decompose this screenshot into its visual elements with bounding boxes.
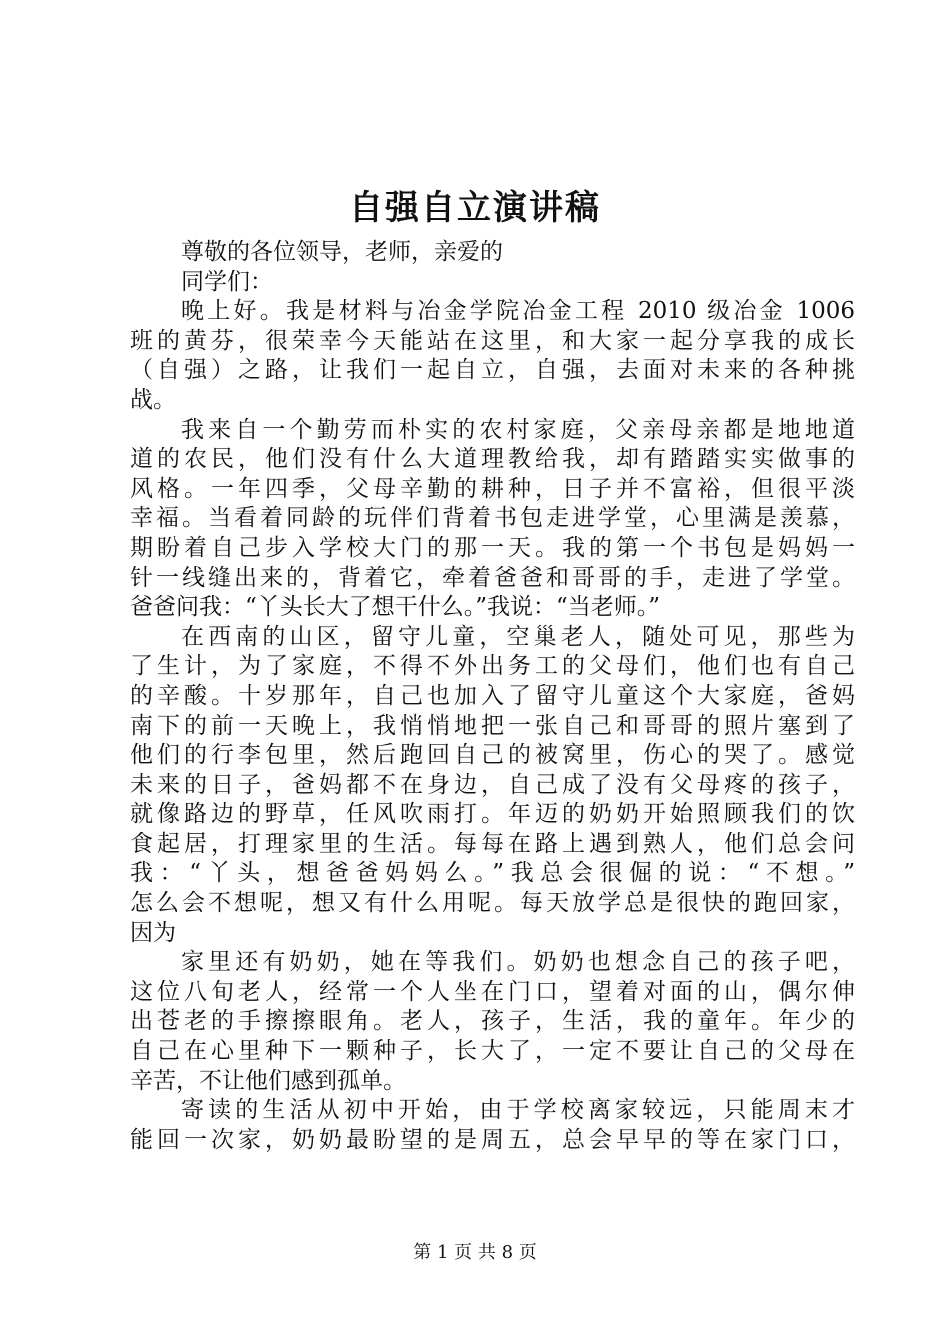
text-line: 道的农民，他们没有什么大道理教给我，却有踏踏实实做事的 [130, 446, 855, 473]
text-line: 出苍老的手擦擦眼角。老人，孩子，生活，我的童年。年少的 [130, 1008, 855, 1035]
text-line: 自己在心里种下一颗种子，长大了，一定不要让自己的父母在 [130, 1038, 855, 1065]
document-title: 自强自立演讲稿 [349, 188, 601, 228]
text-line: 就像路边的野草，任风吹雨打。年迈的奶奶开始照顾我们的饮 [130, 801, 855, 828]
text-line: 食起居，打理家里的生活。每每在路上遇到熟人，他们总会问 [130, 830, 855, 857]
page-footer: 第 1 页 共 8 页 [413, 1242, 537, 1263]
text-line: 战。 [130, 386, 176, 413]
text-line: 针一线缝出来的，背着它，牵着爸爸和哥哥的手，走进了学堂。 [130, 564, 855, 591]
text-line: （自强）之路，让我们一起自立，自强，去面对未来的各种挑 [130, 357, 855, 384]
text-line: 寄读的生活从初中开始，由于学校离家较远，只能周末才 [181, 1097, 855, 1124]
text-line: 风格。一年四季，父母辛勤的耕种，日子并不富裕，但很平淡 [130, 475, 855, 502]
document-body [130, 238, 855, 1155]
text-line: 能回一次家，奶奶最盼望的是周五，总会早早的等在家门口， [130, 1126, 855, 1153]
text-line: 我：“丫头，想爸爸妈妈么。”我总会很倔的说：“不想。” [130, 860, 855, 887]
text-line: 了生计，为了家庭，不得不外出务工的父母们，他们也有自己 [130, 653, 855, 680]
text-line: 尊敬的各位领导，老师，亲爱的 [181, 239, 503, 265]
text-line: 他们的行李包里，然后跑回自己的被窝里，伤心的哭了。感觉 [130, 742, 855, 769]
text-line: 怎么会不想呢，想又有什么用呢。每天放学总是很快的跑回家， [130, 890, 855, 917]
text-line: 因为 [130, 919, 176, 946]
text-line: 晚上好。我是材料与冶金学院冶金工程 2010 级冶金 1006 [181, 298, 855, 325]
text-line: 这位八旬老人，经常一个人坐在门口，望着对面的山，偶尔伸 [130, 978, 855, 1005]
text-line: 家里还有奶奶，她在等我们。奶奶也想念自己的孩子吧， [181, 949, 855, 976]
text-line: 辛苦，不让他们感到孤单。 [130, 1067, 406, 1094]
text-line: 的辛酸。十岁那年，自己也加入了留守儿童这个大家庭，爸妈 [130, 682, 855, 709]
text-line: 期盼着自己步入学校大门的那一天。我的第一个书包是妈妈一 [130, 534, 855, 561]
text-line: 南下的前一天晚上，我悄悄地把一张自己和哥哥的照片塞到了 [130, 712, 855, 739]
text-line: 在西南的山区，留守儿童，空巢老人，随处可见，那些为 [181, 623, 855, 650]
text-line: 未来的日子，爸妈都不在身边，自己成了没有父母疼的孩子， [130, 771, 855, 798]
text-line: 幸福。当看着同龄的玩伴们背着书包走进学堂，心里满是羡慕， [130, 505, 855, 532]
text-line: 班的黄芬，很荣幸今天能站在这里，和大家一起分享我的成长 [130, 327, 855, 354]
text-line: 同学们： [181, 268, 273, 295]
text-line: 我来自一个勤劳而朴实的农村家庭，父亲母亲都是地地道 [181, 416, 855, 443]
text-line: 爸爸问我：“丫头长大了想干什么。”我说：“当老师。” [130, 594, 661, 621]
